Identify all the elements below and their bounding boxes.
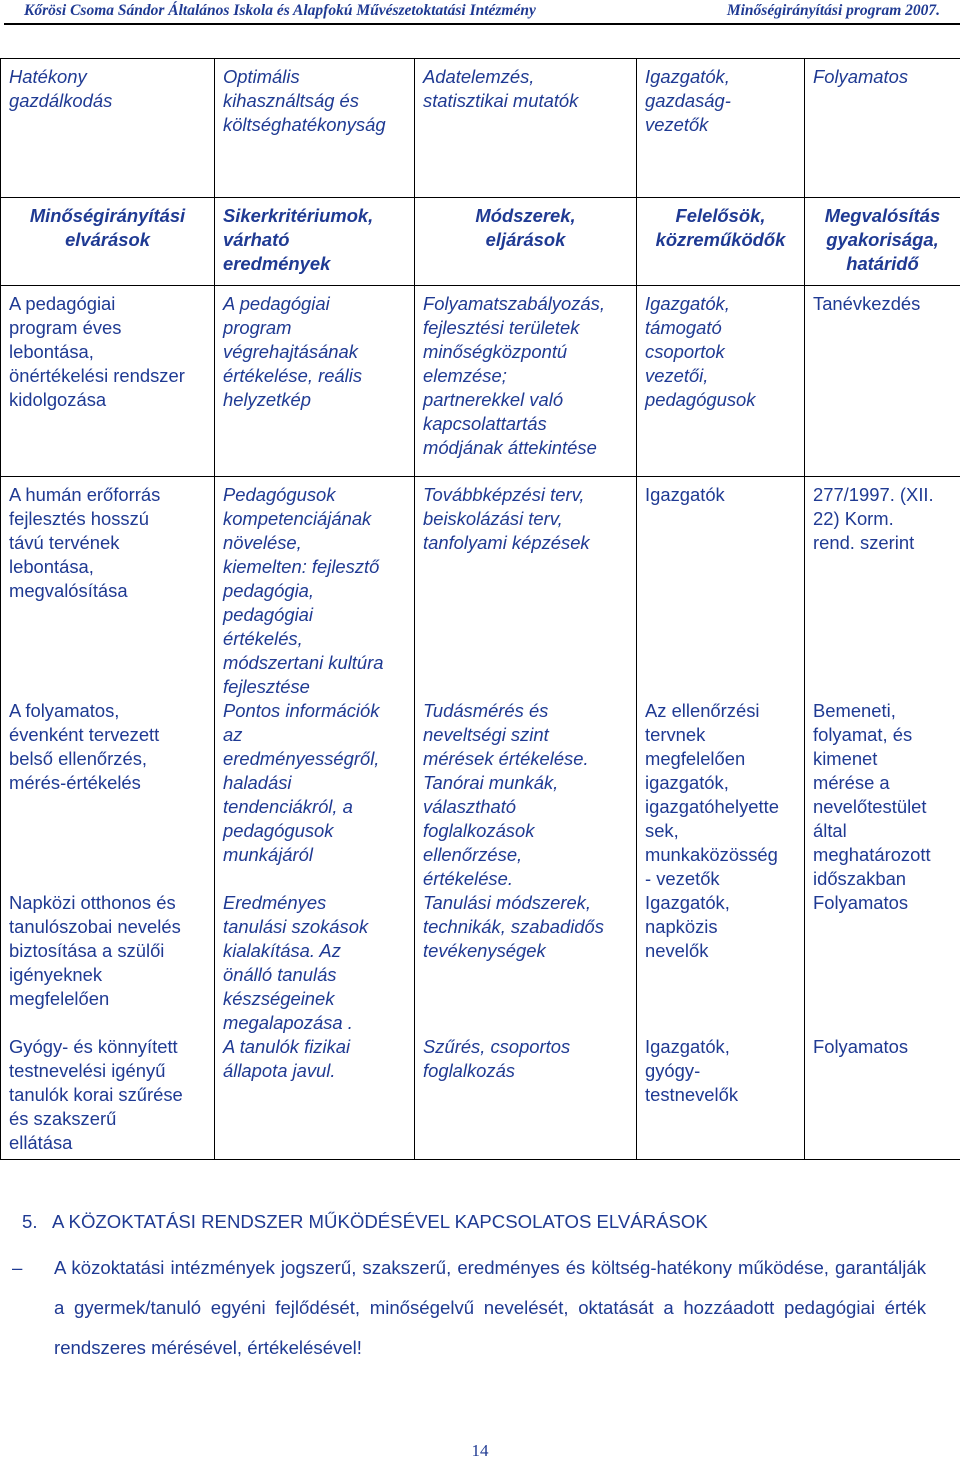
section-number: 5. xyxy=(22,1211,38,1232)
cell-paragraph: Folyamatos xyxy=(813,892,909,913)
table-cell: A pedagógiai program éves lebontása, önértékelési rendszer kidolgozása xyxy=(1,286,215,477)
section-heading xyxy=(22,1211,960,1233)
table-header-row xyxy=(1,198,960,286)
header-rule xyxy=(4,23,960,25)
cell-paragraph: Továbbképzési terv, beiskolázási terv, tanfolyami képzések xyxy=(423,484,590,553)
cell-paragraph: Pontos információk az eredményességről, haladási tendenciákról, a pedagógusok munkájáról xyxy=(223,700,380,865)
table-cell: Adatelemzés, statisztikai mutatók xyxy=(415,59,637,198)
quality-table xyxy=(0,197,960,1160)
table-cell: Folyamatszabályozás, fejlesztési területek minőségközpontú elemzése; partnerekkel való kapcsolattartás módjának áttekintése xyxy=(415,286,637,477)
cell-paragraph: Pedagógusok kompetenciájának növelése, kiemelten: fejlesztő pedagógia, pedagógiai értékelés, módszertani kultúra fejlesztése xyxy=(223,484,384,697)
cell-paragraph: Igazgatók, napközis nevelők xyxy=(645,892,730,961)
cell-paragraph: A folyamatos, évenként tervezett belső ellenőrzés, mérés-értékelés xyxy=(9,700,160,793)
header-program: Minőségirányítási program 2007. xyxy=(726,2,940,19)
cell-paragraph: A humán erőforrás fejlesztés hosszú távú tervének lebontása, megvalósítása xyxy=(9,484,161,601)
cell-paragraph: Igazgatók, gyógy- testnevelők xyxy=(645,1036,739,1105)
cell-paragraph: Napközi otthonos és tanulószobai nevelés biztosítása a szülői igényeknek megfelelően xyxy=(9,892,181,1009)
cell-paragraph: 277/1997. (XII. 22) Korm. rend. szerint xyxy=(813,484,934,553)
column-header: Megvalósítás gyakorisága, határidő xyxy=(805,198,960,286)
cell-paragraph: Gyógy- és könnyített testnevelési igényű tanulók korai szűrése és szakszerű ellátása xyxy=(9,1036,183,1153)
table-row xyxy=(1,477,960,1160)
cell-paragraph: Tudásmérés és neveltségi szint mérések értékelése. Tanórai munkák, választható foglalkozások ellenőrzése, értékelése. xyxy=(423,700,589,889)
cell-paragraph: Igazgatók xyxy=(645,484,725,505)
bullet-dash: – xyxy=(12,1257,23,1278)
cell-paragraph: Tanulási módszerek, technikák, szabadidős tevékenységek xyxy=(423,892,604,961)
cell-paragraph: Eredményes tanulási szokások kialakítása. Az önálló tanulás készségeinek megalapozása . A tanulók fizikai állapota javul. xyxy=(223,892,369,1081)
table-cell: A pedagógiai program végrehajtásának értékelése, reális helyzetkép xyxy=(215,286,415,477)
table-cell xyxy=(637,477,805,1160)
column-header: Sikerkritériumok, várható eredmények xyxy=(215,198,415,286)
table-row xyxy=(1,59,960,198)
table-cell: Hatékony gazdálkodás xyxy=(1,59,215,198)
table-cell: Igazgatók, gazdaság- vezetők xyxy=(637,59,805,198)
page-number: 14 xyxy=(471,1441,489,1460)
section-paragraph xyxy=(12,1248,926,1368)
table-cell: Optimális kihasználtság és költséghatékonyság xyxy=(215,59,415,198)
cell-paragraph: Folyamatos xyxy=(813,1036,909,1057)
column-header: Felelősök, közreműködők xyxy=(637,198,805,286)
table-cell: Tanévkezdés xyxy=(805,286,960,477)
section-title: A KÖZOKTATÁSI RENDSZER MŰKÖDÉSÉVEL KAPCSOLATOS ELVÁRÁSOK xyxy=(52,1211,708,1232)
table-cell xyxy=(1,477,215,1160)
paragraph-text: A közoktatási intézmények jogszerű, szakszerű, eredményes és költség-hatékony működése, garantálják a gyermek/tanuló egyéni fejlődését, minőségelvű nevelését, oktatását a hozzáadott pedagógiai érték rendszeres mérésével, értékelésével! xyxy=(54,1257,926,1358)
cell-paragraph: Szűrés, csoportos foglalkozás xyxy=(423,1036,571,1081)
table-cell: Folyamatos xyxy=(805,59,960,198)
table-continuation xyxy=(0,58,960,198)
table-cell xyxy=(805,477,960,1160)
column-header: Minőségirányítási elvárások xyxy=(1,198,215,286)
table-cell xyxy=(215,477,415,1160)
table-row xyxy=(1,286,960,477)
column-header: Módszerek, eljárások xyxy=(415,198,637,286)
page-header xyxy=(4,0,960,22)
cell-paragraph: Az ellenőrzési tervnek megfelelően igazgatók, igazgatóhelyette sek, munkaközösség - vezetők xyxy=(645,700,779,889)
header-institution: Kőrösi Csoma Sándor Általános Iskola és Alapfokú Művészetoktatási Intézmény xyxy=(24,2,536,19)
table-cell xyxy=(415,477,637,1160)
table-cell: Igazgatók, támogató csoportok vezetői, pedagógusok xyxy=(637,286,805,477)
cell-paragraph: Bemeneti, folyamat, és kimenet mérése a nevelőtestület által meghatározott időszakban xyxy=(813,700,931,889)
